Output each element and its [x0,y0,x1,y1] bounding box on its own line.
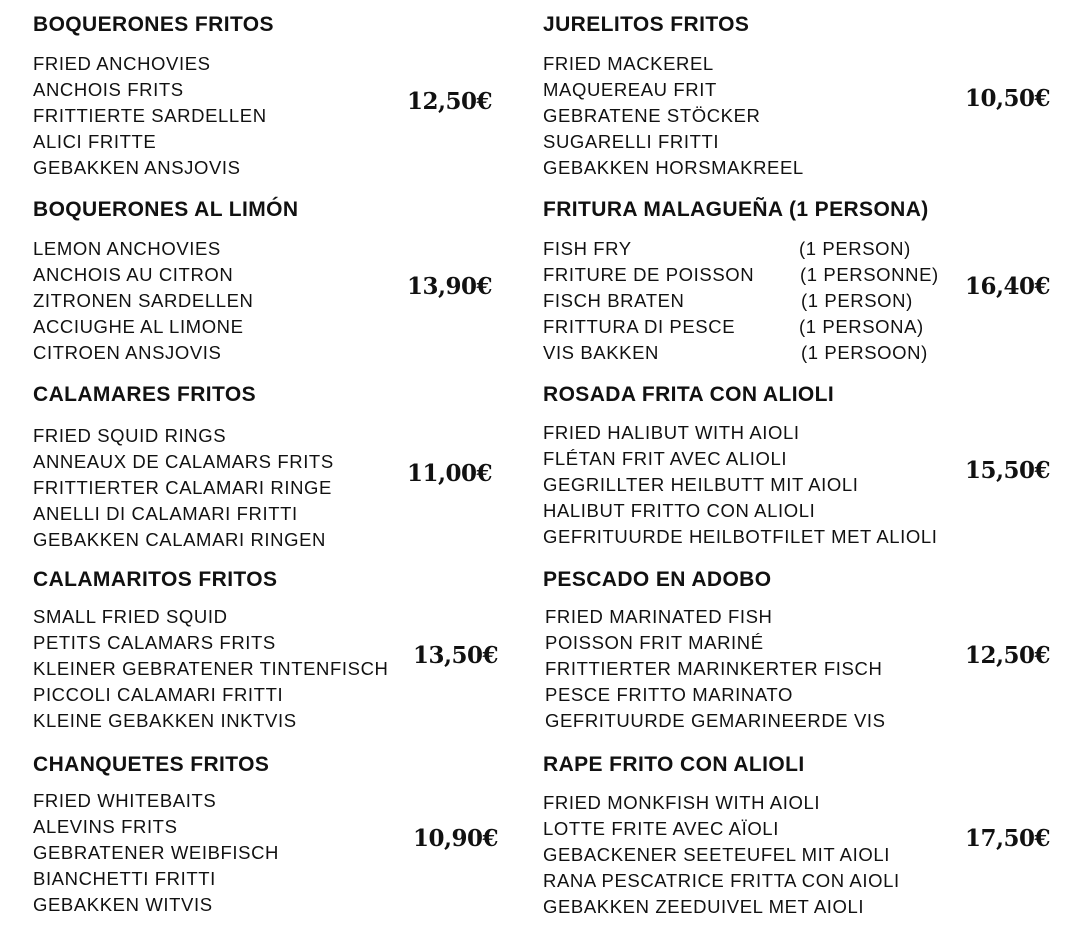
translation-line: SMALL FRIED SQUID [33,606,228,627]
item-title: ROSADA FRITA CON ALIOLI [543,383,835,406]
translation-line: FRIED MONKFISH WITH AIOLI [543,792,821,813]
translation-line: FRIED WHITEBAITS [33,790,217,811]
item-price: 15,50€ [965,457,1051,484]
translation-line: LOTTE FRITE AVEC AÏOLI [543,818,779,839]
item-title: CHANQUETES FRITOS [33,753,270,776]
translation-line: FRIED HALIBUT WITH AIOLI [543,422,800,443]
item-translations [545,604,886,734]
portion-note: (1 PERSOON) [801,342,928,363]
item-translations [543,51,804,181]
translation-line [543,340,928,366]
translation-line: BIANCHETTI FRITTI [33,868,216,889]
translation-line: LEMON ANCHOVIES [33,238,221,259]
translation-line: ANELLI DI CALAMARI FRITTI [33,503,298,524]
translation-line: ANCHOIS FRITS [33,79,184,100]
item-title: RAPE FRITO CON ALIOLI [543,753,805,776]
translation-line: GEBACKENER SEETEUFEL MIT AIOLI [543,844,890,865]
translation-line: PETITS CALAMARS FRITS [33,632,276,653]
item-title: CALAMARITOS FRITOS [33,568,278,591]
translation-line [543,262,939,288]
translation-line: ACCIUGHE AL LIMONE [33,316,244,337]
translation-line: HALIBUT FRITTO CON ALIOLI [543,500,816,521]
portion-note: (1 PERSON) [801,290,913,311]
translation-line: ANCHOIS AU CITRON [33,264,234,285]
item-translations [543,420,938,550]
translation-line: KLEINER GEBRATENER TINTENFISCH [33,658,389,679]
translation-line: MAQUEREAU FRIT [543,79,717,100]
item-translations [33,423,334,553]
translation-line: ZITRONEN SARDELLEN [33,290,254,311]
item-price: 10,50€ [965,85,1051,112]
translation-line [543,236,911,262]
item-price: 10,90€ [413,825,499,852]
item-translations [33,51,267,181]
item-title: PESCADO EN ADOBO [543,568,772,591]
translation-line: ALICI FRITTE [33,131,157,152]
item-title: FRITURA MALAGUEÑA (1 PERSONA) [543,198,929,221]
item-price: 12,50€ [407,88,493,115]
translation-text: FRITURE DE POISSON [543,264,755,285]
item-translations [33,788,279,918]
translation-line: RANA PESCATRICE FRITTA CON AIOLI [543,870,900,891]
translation-line: GEGRILLTER HEILBUTT MIT AIOLI [543,474,859,495]
translation-line: CITROEN ANSJOVIS [33,342,222,363]
translation-line [543,288,913,314]
translation-line: GEBRATENE STÖCKER [543,105,761,126]
translation-line: FRITTIERTER MARINKERTER FISCH [545,658,883,679]
translation-text: VIS BAKKEN [543,342,660,363]
translation-text: FISCH BRATEN [543,290,685,311]
translation-text: FISH FRY [543,238,632,259]
translation-line: GEBAKKEN CALAMARI RINGEN [33,529,326,550]
translation-line: FRIED MARINATED FISH [545,606,773,627]
item-price: 12,50€ [965,642,1051,669]
translation-text: FRITTURA DI PESCE [543,316,736,337]
item-translations [543,236,939,366]
translation-line: PESCE FRITTO MARINATO [545,684,793,705]
item-translations [33,604,389,734]
translation-line [543,314,924,340]
translation-line: FRIED SQUID RINGS [33,425,227,446]
item-price: 13,50€ [413,642,499,669]
translation-line: FRIED ANCHOVIES [33,53,211,74]
translation-line: FRIED MACKEREL [543,53,714,74]
translation-line: SUGARELLI FRITTI [543,131,720,152]
item-translations [543,790,900,920]
item-price: 17,50€ [965,825,1051,852]
item-title: JURELITOS FRITOS [543,13,750,36]
item-translations [33,236,254,366]
portion-note: (1 PERSONA) [799,316,924,337]
translation-line: GEBAKKEN HORSMAKREEL [543,157,804,178]
translation-line: GEFRITUURDE HEILBOTFILET MET ALIOLI [543,526,938,547]
portion-note: (1 PERSON) [799,238,911,259]
translation-line: GEBAKKEN ZEEDUIVEL MET AIOLI [543,896,865,917]
item-price: 11,00€ [407,460,493,487]
translation-line: GEBRATENER WEIBFISCH [33,842,280,863]
translation-line: FLÉTAN FRIT AVEC ALIOLI [543,448,788,469]
item-title: BOQUERONES AL LIMÓN [33,198,299,221]
portion-note: (1 PERSONNE) [800,264,939,285]
translation-line: KLEINE GEBAKKEN INKTVIS [33,710,297,731]
translation-line: FRITTIERTER CALAMARI RINGE [33,477,332,498]
item-price: 16,40€ [965,273,1051,300]
translation-line: ANNEAUX DE CALAMARS FRITS [33,451,334,472]
item-price: 13,90€ [407,273,493,300]
translation-line: FRITTIERTE SARDELLEN [33,105,267,126]
translation-line: GEBAKKEN ANSJOVIS [33,157,241,178]
item-title: CALAMARES FRITOS [33,383,257,406]
translation-line: GEBAKKEN WITVIS [33,894,213,915]
translation-line: GEFRITUURDE GEMARINEERDE VIS [545,710,886,731]
translation-line: POISSON FRIT MARINÉ [545,632,764,653]
translation-line: ALEVINS FRITS [33,816,178,837]
translation-line: PICCOLI CALAMARI FRITTI [33,684,284,705]
item-title: BOQUERONES FRITOS [33,13,274,36]
